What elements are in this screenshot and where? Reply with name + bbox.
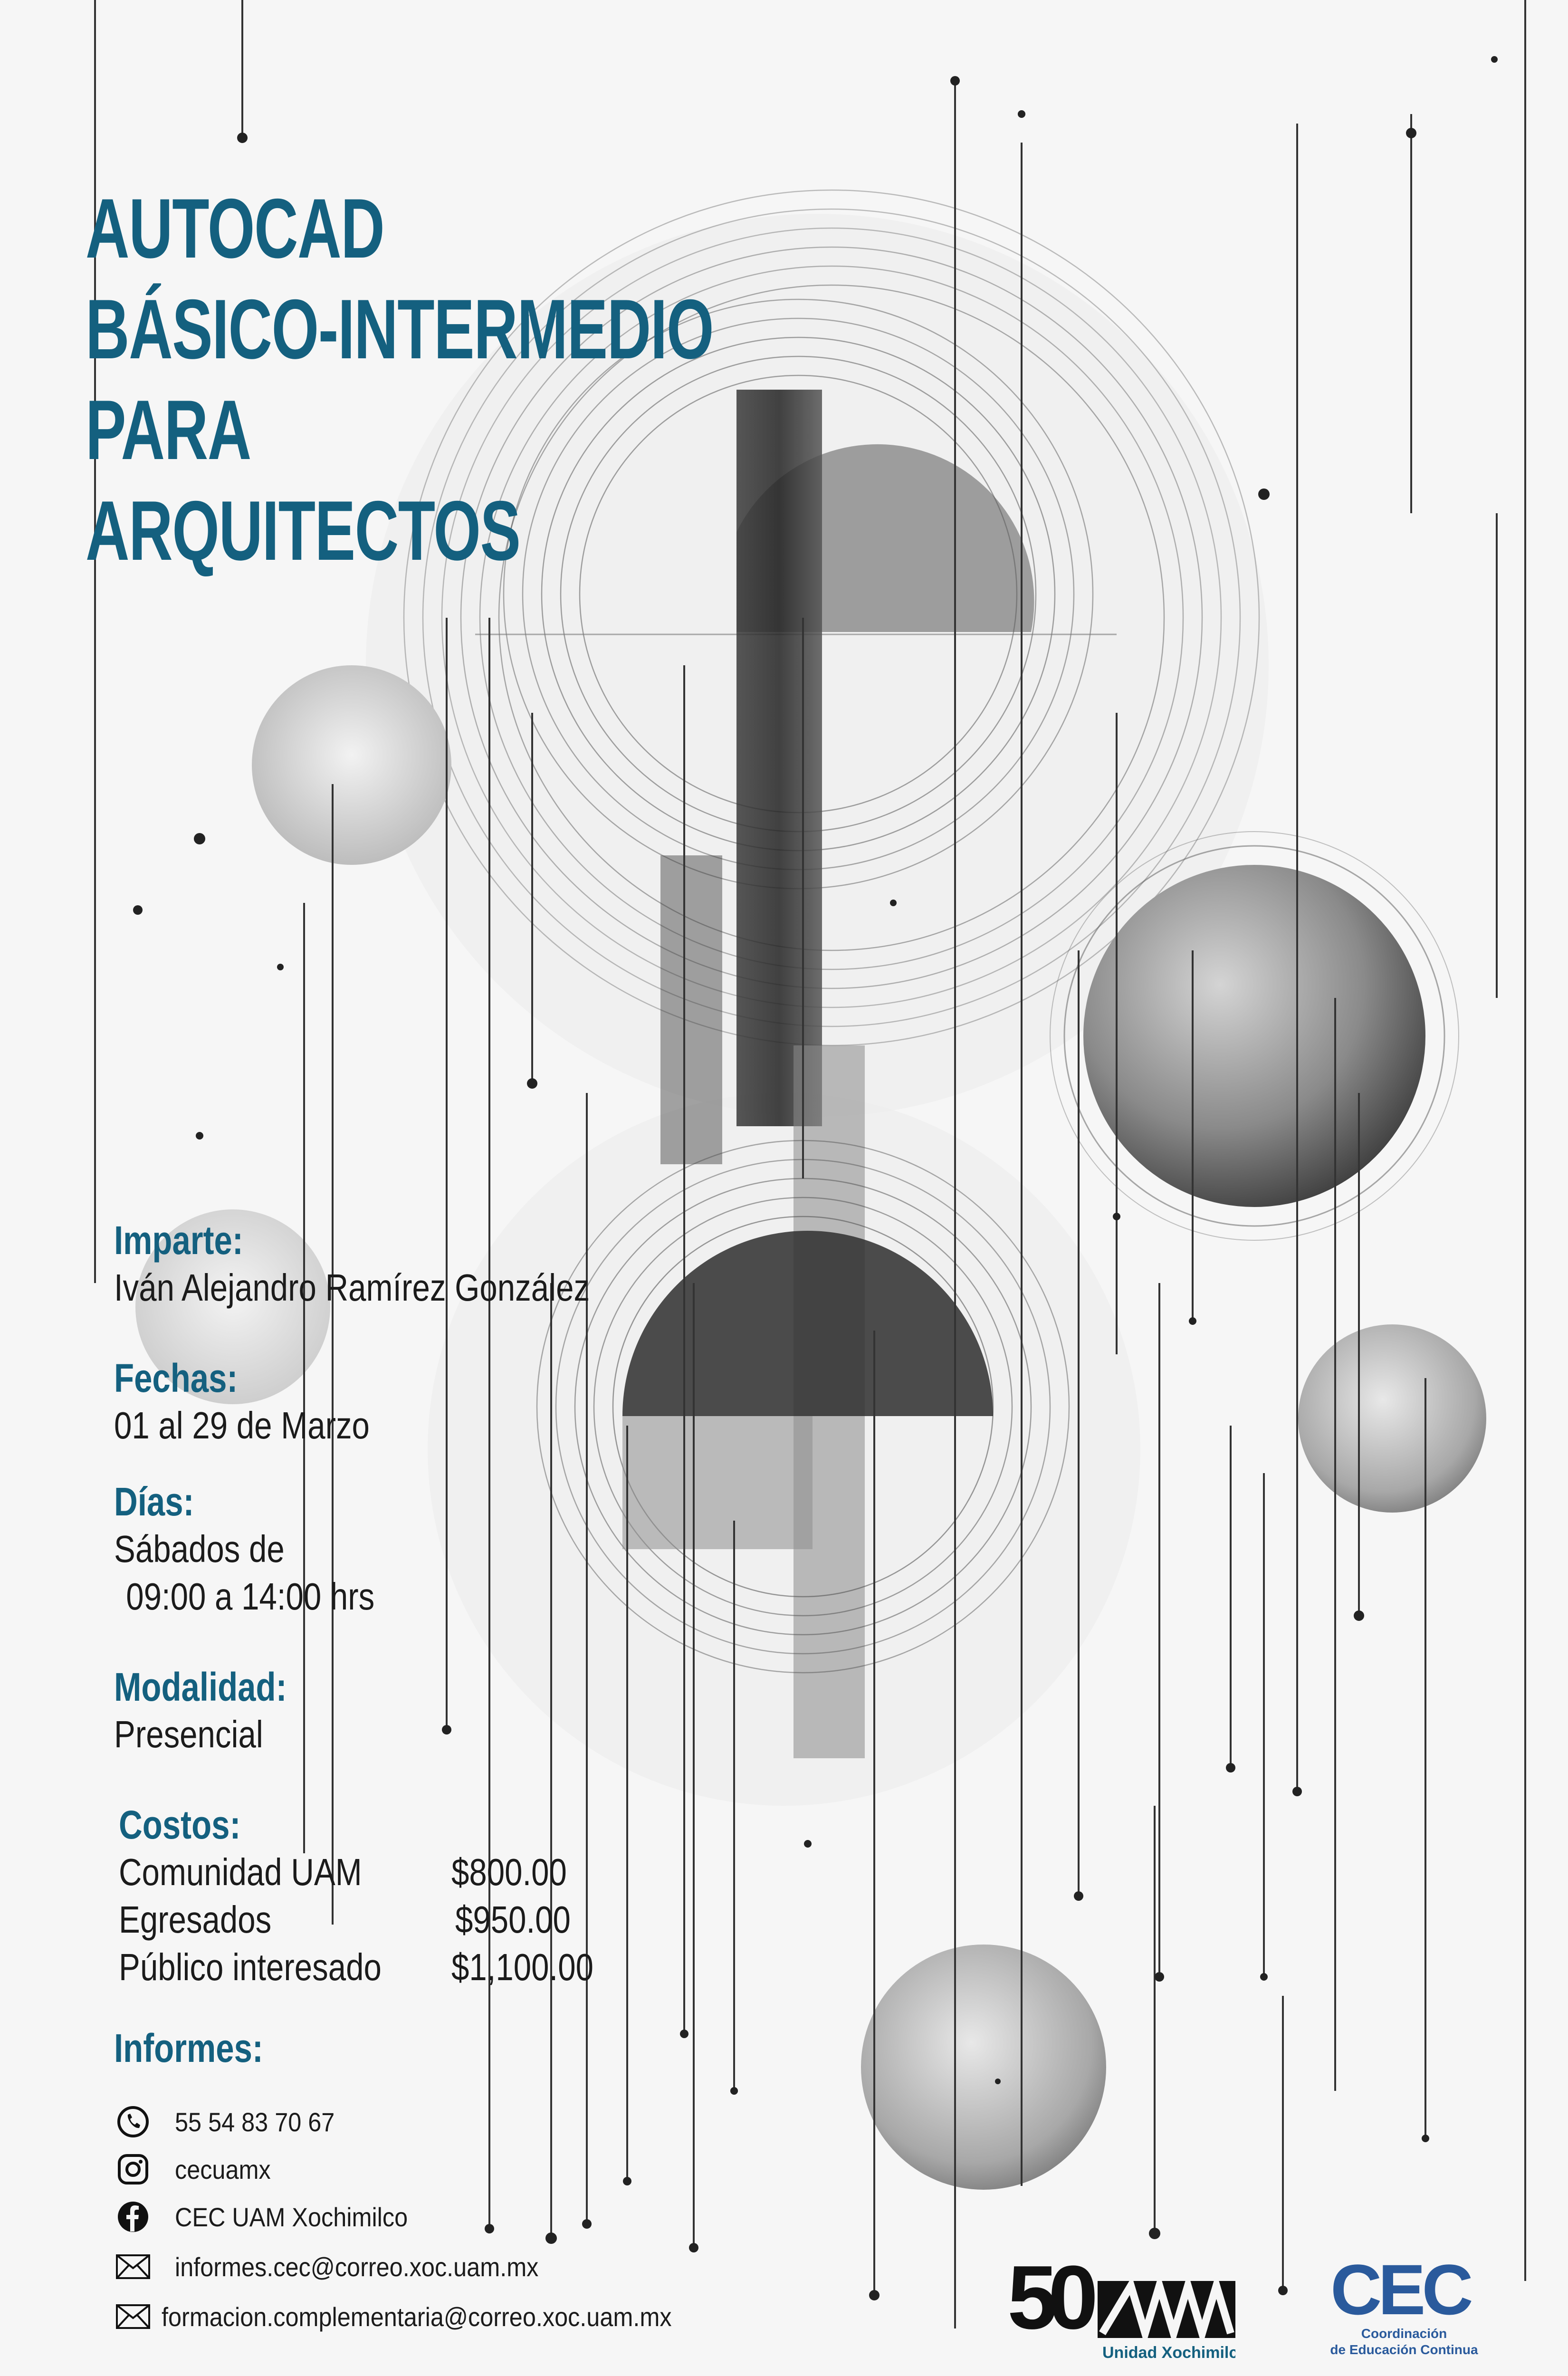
hours-value: 09:00 a 14:00 hrs <box>126 1575 375 1618</box>
days-value: Sábados de <box>114 1528 285 1570</box>
uam-xochimilco-logo <box>1007 2252 1235 2362</box>
instagram-handle: cecuamx <box>175 2154 271 2184</box>
phone-number: 55 54 83 70 67 <box>175 2107 335 2137</box>
cec-caption-line2: de Educación Continua <box>1330 2342 1478 2357</box>
cec-mark: CEC <box>1330 2250 1470 2329</box>
instructor-section <box>114 1217 680 1312</box>
email-address: formacion.complementaria@correo.xoc.uam.mx <box>162 2301 672 2332</box>
days-label: Días: <box>114 1479 194 1524</box>
modality-value: Presencial <box>114 1713 263 1755</box>
cost-row <box>119 1849 689 1896</box>
modality-section <box>114 1663 325 1758</box>
instagram-icon <box>114 2150 152 2188</box>
title-line-3: PARA <box>86 383 251 477</box>
instructor-name: Iván Alejandro Ramírez González <box>114 1266 590 1309</box>
instructor-label: Imparte: <box>114 1218 243 1263</box>
cost-price: $1,100.00 <box>451 1946 593 1988</box>
instagram-contact[interactable] <box>114 2148 281 2191</box>
cec-caption-line1: Coordinación <box>1361 2326 1447 2341</box>
cost-row <box>119 1896 689 1944</box>
cost-price: $950.00 <box>455 1898 571 1941</box>
facebook-page: CEC UAM Xochimilco <box>175 2202 408 2232</box>
info-label: Informes: <box>114 2026 263 2070</box>
cost-name: Comunidad UAM <box>119 1851 362 1893</box>
dates-value: 01 al 29 de Marzo <box>114 1404 370 1447</box>
dates-label: Fechas: <box>114 1356 238 1400</box>
facebook-contact[interactable] <box>114 2195 434 2238</box>
uam-anniversary-mark: 50 <box>1007 2252 1089 2348</box>
cost-name: Público interesado <box>119 1946 382 1988</box>
days-section <box>114 1478 424 1620</box>
modality-label: Modalidad: <box>114 1665 287 1709</box>
dates-section <box>114 1354 418 1449</box>
title-line-2: BÁSICO-INTERMEDIO <box>86 282 714 376</box>
info-section <box>114 2024 296 2072</box>
cost-name: Egresados <box>119 1898 272 1941</box>
mail-icon <box>114 2248 152 2286</box>
email-contact[interactable] <box>114 2245 579 2288</box>
costs-label: Costos: <box>119 1802 241 1847</box>
email-contact[interactable] <box>114 2295 728 2338</box>
facebook-icon <box>114 2198 152 2236</box>
phone-contact[interactable] <box>114 2100 353 2143</box>
uam-caption: Unidad Xochimilco <box>1102 2344 1235 2362</box>
cost-row <box>119 1944 689 1991</box>
course-title <box>86 178 713 581</box>
mail-icon <box>114 2298 152 2336</box>
cec-logo <box>1326 2243 1482 2366</box>
title-line-4: ARQUITECTOS <box>86 483 520 578</box>
phone-icon <box>114 2103 152 2141</box>
email-address: informes.cec@correo.xoc.uam.mx <box>175 2251 539 2282</box>
title-line-1: AUTOCAD <box>86 181 384 276</box>
costs-section <box>119 1801 689 1991</box>
cost-price: $800.00 <box>451 1851 567 1893</box>
